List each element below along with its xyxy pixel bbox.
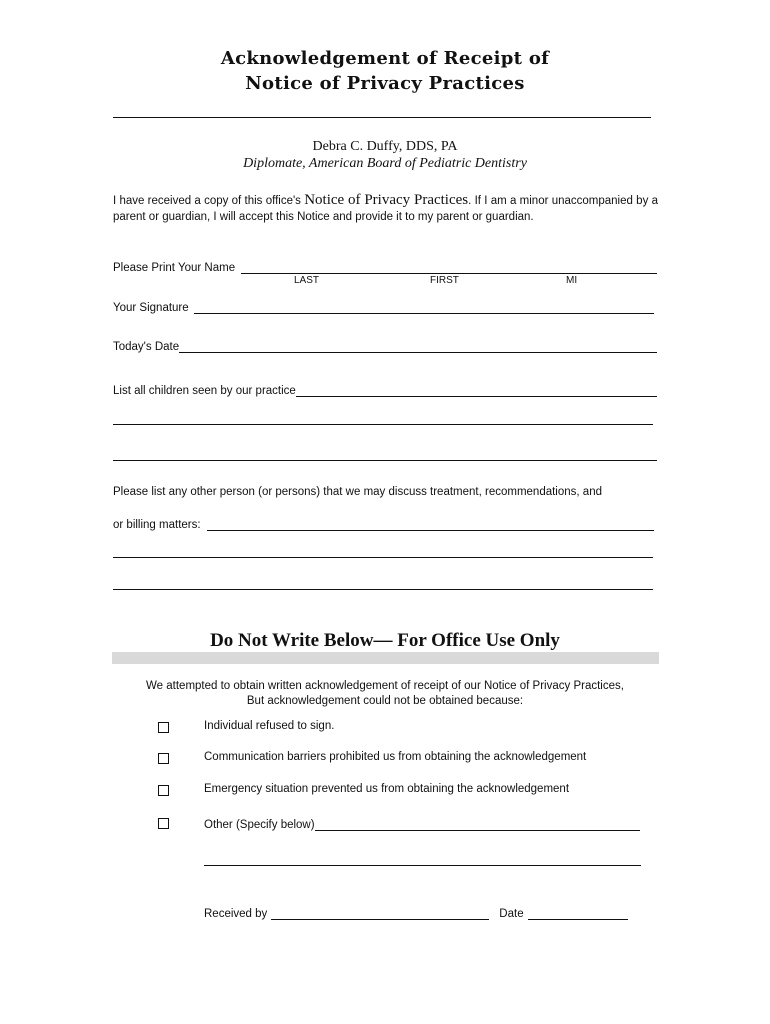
option-other-label: Other (Specify below) (204, 819, 315, 831)
print-name-row (113, 258, 657, 274)
intro-notice-emphasis: Notice of Privacy Practices (304, 192, 469, 208)
signature-label: Your Signature (113, 302, 189, 314)
office-date-label: Date (499, 908, 524, 920)
doctor-title: Diplomate, American Board of Pediatric Dentistry (243, 156, 527, 171)
option-refused-label: Individual refused to sign. (204, 720, 335, 732)
children-row (113, 381, 657, 397)
title-divider (113, 117, 651, 118)
checkbox-emergency[interactable] (158, 785, 169, 796)
intro-text-start: I have received a copy of this office's (113, 195, 305, 207)
todays-date-label: Today's Date (113, 341, 180, 353)
form-title-line-2: Notice of Privacy Practices (245, 73, 525, 94)
other-persons-field-2[interactable] (113, 557, 653, 558)
todays-date-row (113, 337, 657, 353)
checkbox-communication-barriers[interactable] (158, 753, 169, 764)
option-communication-barriers-label: Communication barriers prohibited us from obtaining the acknowledgement (204, 751, 587, 763)
option-emergency-label: Emergency situation prevented us from obtaining the acknowledgement (204, 783, 570, 795)
office-date-field[interactable] (528, 907, 628, 920)
other-persons-field-3[interactable] (113, 589, 653, 590)
office-use-shaded-bar (112, 652, 659, 664)
children-field-3[interactable] (113, 460, 657, 461)
other-persons-label-2: or billing matters: (113, 519, 201, 531)
other-specify-field-2[interactable] (204, 865, 641, 866)
billing-row (113, 515, 654, 531)
received-by-field[interactable] (271, 907, 489, 920)
office-use-title: Do Not Write Below— For Office Use Only (210, 630, 560, 651)
office-intro-line-2: But acknowledgement could not be obtained because: (246, 695, 524, 707)
name-sublabel-mi: MI (566, 275, 578, 286)
other-persons-label-1: Please list any other person (or persons) that we may discuss treatment, recommendations, and (113, 486, 602, 498)
print-name-label: Please Print Your Name (113, 262, 236, 274)
other-persons-field-1[interactable] (207, 518, 654, 531)
checkbox-other[interactable] (158, 818, 169, 829)
intro-paragraph (113, 192, 658, 225)
signature-row (113, 298, 654, 314)
doctor-name: Debra C. Duffy, DDS, PA (312, 139, 458, 154)
received-by-row (204, 904, 640, 920)
print-name-field[interactable] (241, 261, 657, 274)
children-label: List all children seen by our practice (113, 385, 296, 397)
children-field-1[interactable] (296, 384, 657, 397)
other-specify-field[interactable] (315, 818, 640, 831)
intro-text-end: . If I am a minor unaccompanied by a parent or guardian, I will accept this Notice and provide it to my parent or guardian. (113, 195, 658, 223)
children-field-2[interactable] (113, 424, 653, 425)
todays-date-field[interactable] (179, 340, 657, 353)
form-title-line-1: Acknowledgement of Receipt of (220, 48, 550, 69)
checkbox-refused[interactable] (158, 722, 169, 733)
office-intro-line-1: We attempted to obtain written acknowledgement of receipt of our Notice of Privacy Practices, (146, 680, 624, 692)
signature-field[interactable] (194, 301, 654, 314)
name-sublabel-first: FIRST (430, 275, 459, 286)
other-row (204, 815, 640, 831)
name-sublabel-last: LAST (294, 275, 320, 286)
received-by-label: Received by (204, 908, 268, 920)
